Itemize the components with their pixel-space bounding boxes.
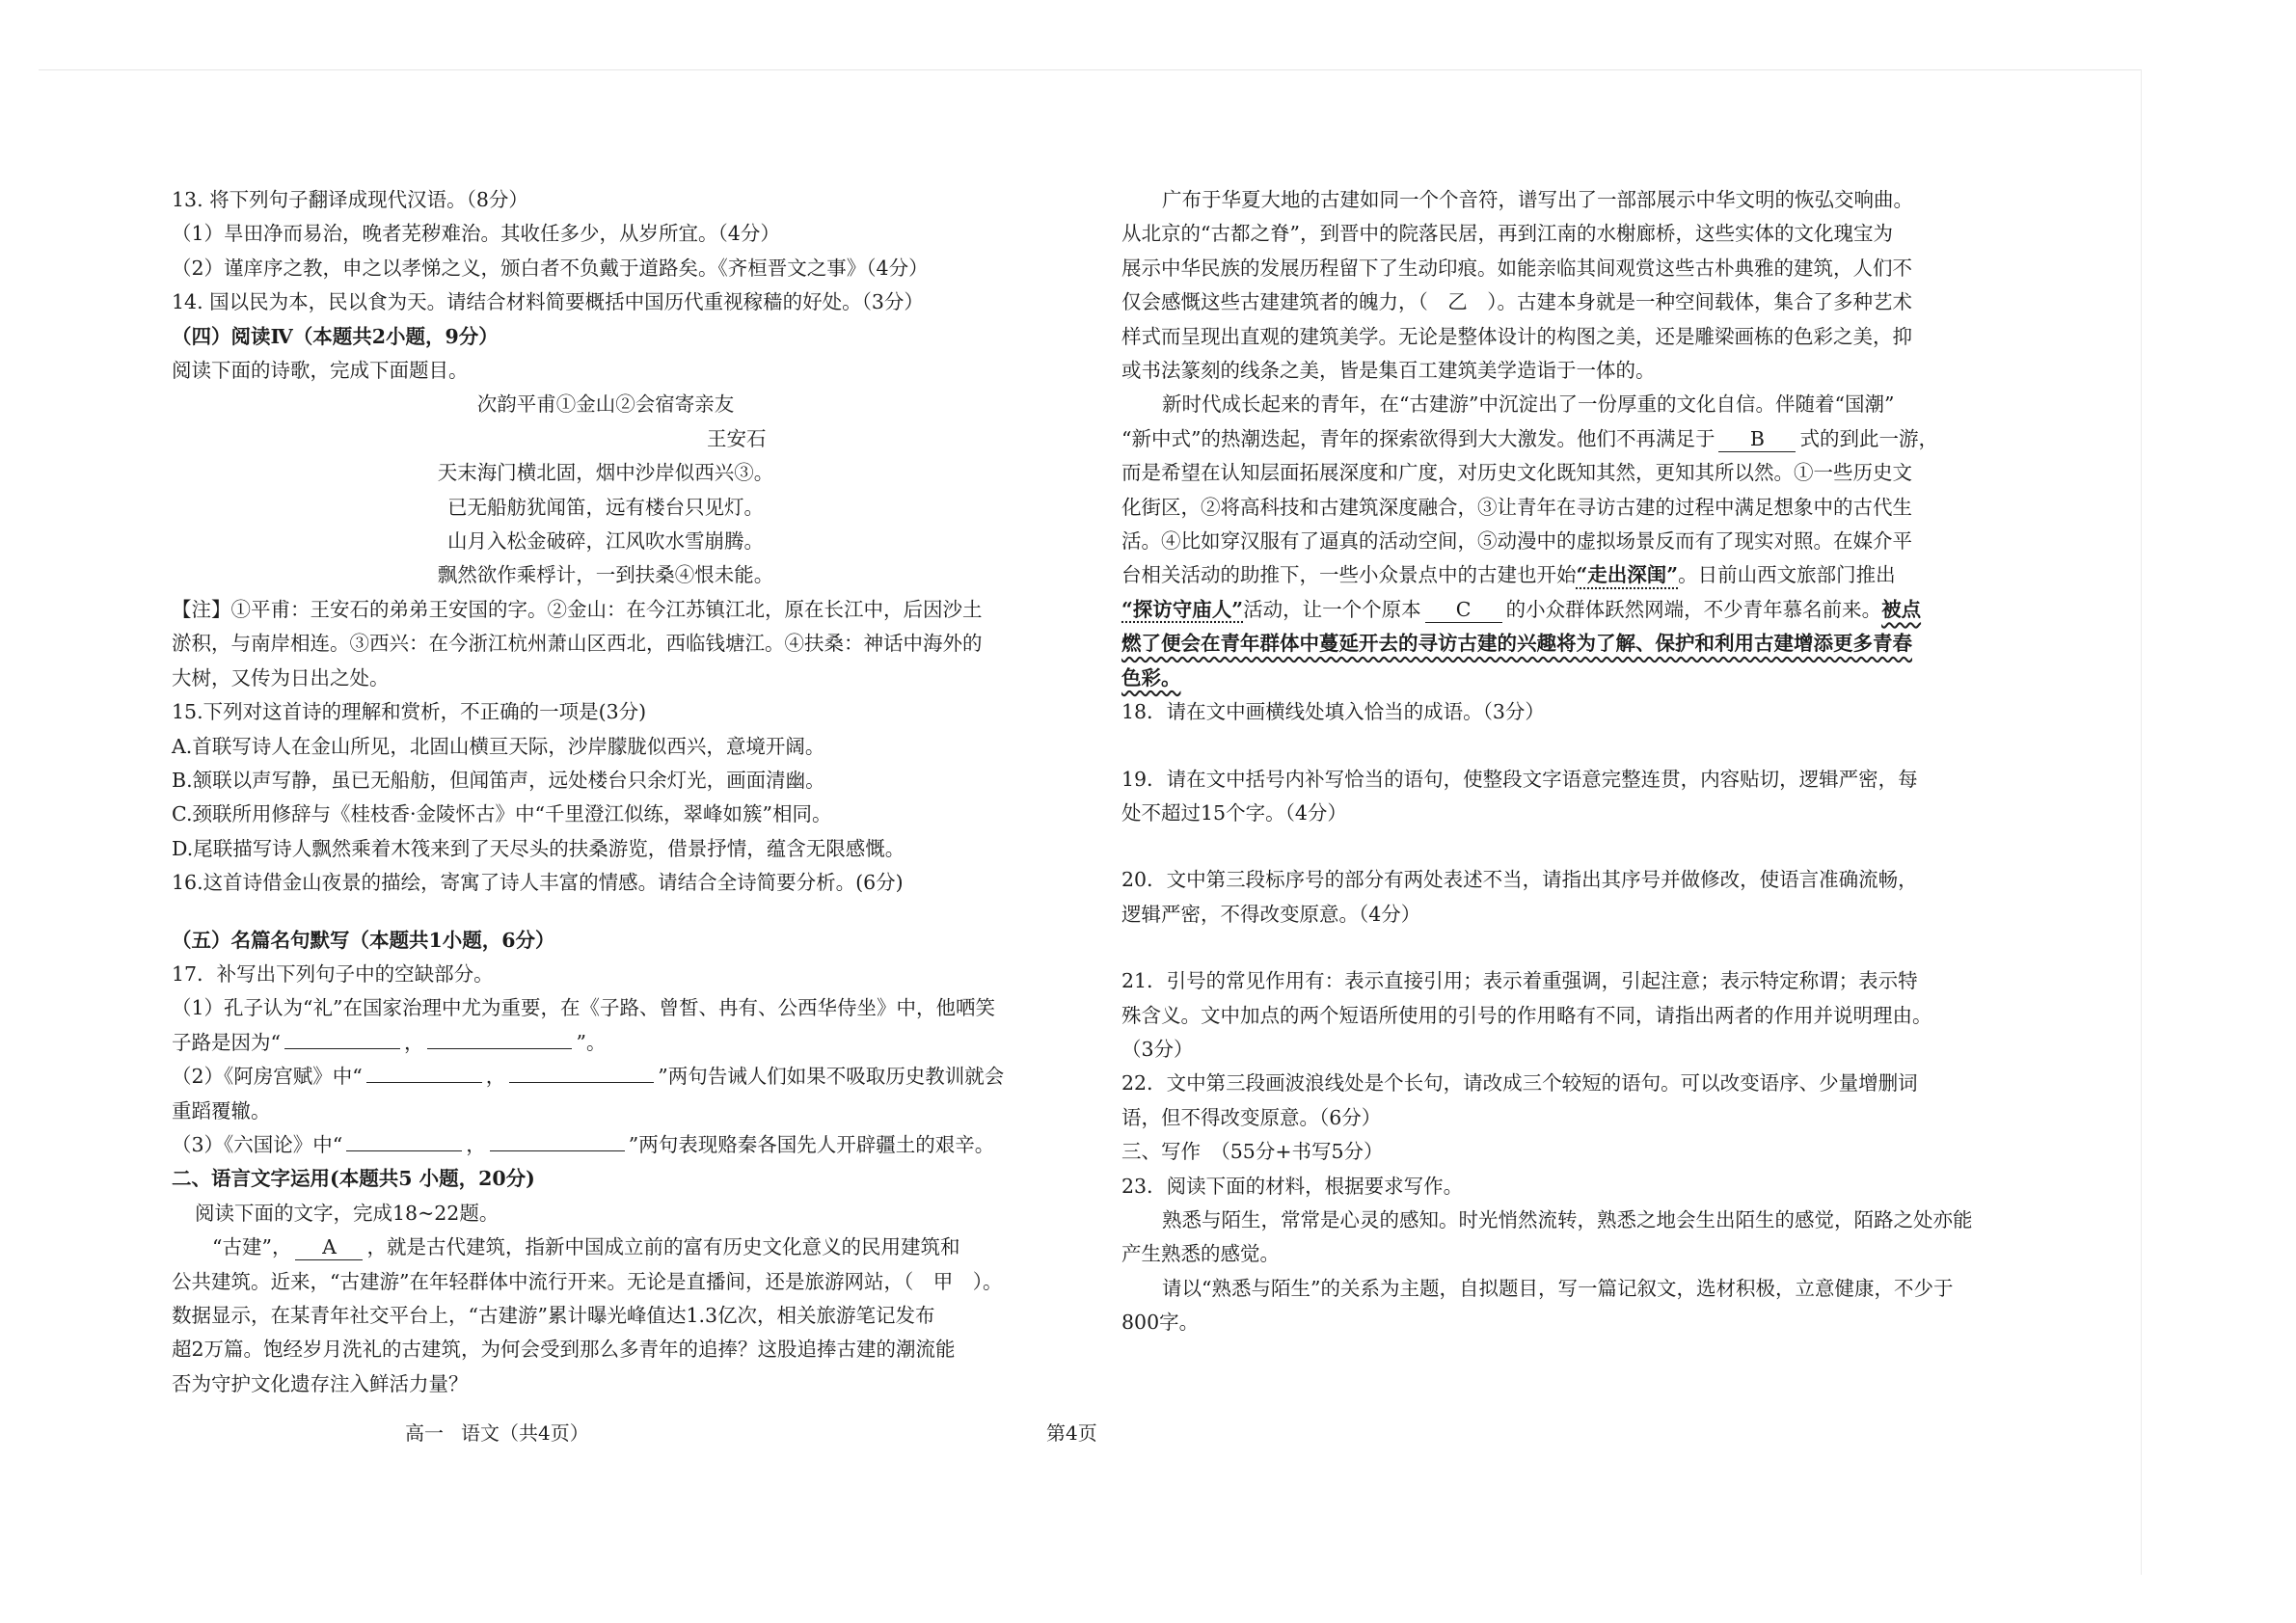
passage-2-line-2: 从北京的“古都之脊”，到晋中的院落民居，再到江南的水榭廊桥，这些实体的文化瑰宝为 bbox=[1121, 222, 1893, 246]
fill-blank[interactable] bbox=[509, 1082, 654, 1083]
option-b: B.颔联以声写静，虽已无船舫，但闻笛声，远处楼台只余灯光，画面清幽。 bbox=[172, 768, 825, 792]
writing-material-line-2: 产生熟悉的感觉。 bbox=[1121, 1242, 1280, 1266]
question-17: 17．补写出下列句子中的空缺部分。 bbox=[172, 961, 494, 986]
poem-note-3: 大树，又传为日出之处。 bbox=[172, 665, 390, 690]
question-13-2: （2）谨庠序之教，申之以孝悌之义，颁白者不负戴于道路矣。《齐桓晋文之事》（4分） bbox=[172, 256, 929, 280]
section-2-title: 二、语言文字运用(本题共5 小题，20分) bbox=[172, 1167, 535, 1191]
footer-grade: 高一 bbox=[405, 1421, 444, 1445]
left-column bbox=[172, 183, 1040, 1401]
passage-2-line-3: 展示中华民族的发展历程留下了生动印痕。如能亲临其间观赏这些古朴典雅的建筑，人们不 bbox=[1121, 256, 1912, 280]
passage-3-line-4: 化街区，②将高科技和古建筑深度融合，③让青年在寻访古建的过程中满足想象中的古代生 bbox=[1121, 495, 1912, 519]
question-14: 14. 国以民为本，民以食为天。请结合材料简要概括中国历代重视稼穑的好处。（3分） bbox=[172, 290, 924, 314]
option-d: D.尾联描写诗人飘然乘着木筏来到了天尽头的扶桑游览，借景抒情，蕴含无限感慨。 bbox=[172, 836, 905, 860]
passage-2-line-5: 样式而呈现出直观的建筑美学。无论是整体设计的构图之美，还是雕梁画栋的色彩之美，抑 bbox=[1121, 324, 1912, 348]
passage-3-line-8 bbox=[1121, 627, 1987, 661]
question-17-1b: 子路是因为“ ， ”。 bbox=[172, 1030, 607, 1054]
question-21-line-3: （3分） bbox=[1121, 1037, 1194, 1061]
fill-blank[interactable] bbox=[490, 1150, 625, 1151]
question-20-line-1: 20．文中第三段标序号的部分有两处表述不当，请指出其序号并做修改，使语言准确流畅， bbox=[1121, 868, 1918, 892]
option-a: A.首联写诗人在金山所见，北固山横亘天际，沙岸朦胧似西兴，意境开阔。 bbox=[172, 734, 825, 758]
passage-1-line-3: 数据显示，在某青年社交平台上，“古建游”累计曝光峰值达1.3亿次，相关旅游笔记发布 bbox=[172, 1304, 935, 1327]
poem-line-3: 山月入松金破碎，江风吹水雪崩腾。 bbox=[447, 529, 764, 554]
question-17-2a: （2）《阿房宫赋》中“ ， ”两句告诫人们如果不吸取历史教训就会 bbox=[172, 1065, 1005, 1089]
question-17-1a: （1）孔子认为“礼”在国家治理中尤为重要，在《子路、曾皙、冉有、公西华侍坐》中，他哂笑 bbox=[172, 996, 996, 1020]
passage-2-line-6: 或书法篆刻的线条之美，皆是集百工建筑美学造诣于一体的。 bbox=[1121, 359, 1656, 383]
blank-b[interactable]: B bbox=[1718, 426, 1796, 452]
question-19-line-1: 19．请在文中括号内补写恰当的语句，使整段文字语意完整连贯，内容贴切，逻辑严密，每 bbox=[1121, 767, 1918, 791]
passage-1-line-1: “古建”， A ，就是古代建筑，指新中国成立前的富有历史文化意义的民用建筑和 bbox=[212, 1235, 960, 1259]
question-17-3: （3）《六国论》中“ ， ”两句表现赂秦各国先人开辟疆土的艰辛。 bbox=[172, 1132, 995, 1156]
footer-subject: 语文（共4页） bbox=[461, 1421, 589, 1445]
passage-1-line-4: 超2万篇。饱经岁月洗礼的古建筑，为何会受到那么多青年的追捧？这股追捧古建的潮流能 bbox=[172, 1338, 956, 1362]
section-4-title: （四）阅读Ⅳ（本题共2小题，9分） bbox=[172, 324, 499, 348]
passage-3-line-9 bbox=[1121, 662, 1987, 695]
writing-material-line-1: 熟悉与陌生，常常是心灵的感知。时光悄然流转，熟悉之地会生出陌生的感觉，陌路之处亦能 bbox=[1162, 1207, 1973, 1231]
question-20-line-2: 逻辑严密，不得改变原意。（4分） bbox=[1121, 902, 1421, 926]
passage-3-line-2: “新中式”的热潮迭起，青年的探索欲得到大大激发。他们不再满足于 B 式的到此一游， bbox=[1121, 426, 1938, 450]
right-column bbox=[1121, 183, 1987, 1340]
writing-requirement-line-2: 800字。 bbox=[1121, 1311, 1200, 1335]
poem-line-4: 飘然欲作乘桴计，一到扶桑④恨未能。 bbox=[437, 563, 774, 587]
option-c: C.颈联所用修辞与《桂枝香·金陵怀古》中“千里澄江似练，翠峰如簇”相同。 bbox=[172, 802, 832, 826]
question-21-line-1: 21．引号的常见作用有：表示直接引用；表示着重强调，引起注意；表示特定称谓；表示特 bbox=[1121, 969, 1918, 993]
passage-3-line-7: “探访守庙人”活动，让一个个原本 C 的小众群体跃然网端，不少青年慕名前来。被点 bbox=[1121, 597, 1922, 621]
fill-blank[interactable] bbox=[366, 1082, 482, 1083]
footer-left bbox=[405, 1418, 607, 1446]
question-13: 13. 将下列句子翻译成现代汉语。（8分） bbox=[172, 188, 528, 211]
poem-author: 王安石 bbox=[707, 426, 767, 450]
blank-a[interactable]: A bbox=[295, 1234, 363, 1260]
question-16: 16.这首诗借金山夜景的描绘，寄寓了诗人丰富的情感。请结合全诗简要分析。(6分) bbox=[172, 871, 904, 895]
question-13-1: （1）旱田净而易治，晚者芜秽难治。其收任多少，从岁所宜。（4分） bbox=[172, 222, 780, 246]
passage-2-line-4: 仅会感慨这些古建建筑者的魄力，（ 乙 ）。古建本身就是一种空间载体，集合了多种艺术 bbox=[1121, 290, 1912, 314]
blank-c[interactable]: C bbox=[1425, 597, 1502, 623]
fill-blank[interactable] bbox=[427, 1048, 572, 1049]
poem-line-2: 已无船舫犹闻笛，远有楼台只见灯。 bbox=[447, 495, 764, 519]
question-22-line-2: 语，但不得改变原意。（6分） bbox=[1121, 1105, 1382, 1129]
poem-title: 次韵平甫①金山②会宿寄亲友 bbox=[476, 392, 735, 417]
question-15: 15.下列对这首诗的理解和赏析，不正确的一项是(3分) bbox=[172, 700, 647, 724]
passage-3-line-3: 而是希望在认知层面拓展深度和广度，对历史文化既知其然，更知其所以然。①一些历史文 bbox=[1121, 461, 1912, 485]
passage-3-line-6: 台相关活动的助推下，一些小众景点中的古建也开始“走出深闺”。日前山西文旅部门推出 bbox=[1121, 563, 1896, 587]
passage-1-line-2: 公共建筑。近来，“古建游”在年轻群体中流行开来。无论是直播间，还是旅游网站，（ 甲 ）。 bbox=[172, 1269, 1003, 1293]
question-17-2b: 重蹈覆辙。 bbox=[172, 1098, 271, 1123]
writing-requirement-line-1: 请以“熟悉与陌生”的关系为主题，自拟题目，写一篇记叙文，选材积极，立意健康，不少于 bbox=[1162, 1276, 1954, 1300]
passage-1-line-5: 否为守护文化遗存注入鲜活力量？ bbox=[172, 1371, 469, 1395]
poem-note-2: 淤积，与南岸相连。③西兴：在今浙江杭州萧山区西北，西临钱塘江。④扶桑：神话中海外的 bbox=[172, 632, 983, 656]
poem-line-1: 天末海门横北固，烟中沙岸似西兴③。 bbox=[437, 461, 774, 485]
question-23: 23．阅读下面的材料，根据要求写作。 bbox=[1121, 1174, 1464, 1198]
wavy-underline-text: 燃了便会在青年群体中蔓延开去的寻访古建的兴趣将为了解、保护和利用古建增添更多青春 bbox=[1121, 632, 1912, 656]
dotted-phrase-1: “走出深闺” bbox=[1576, 563, 1679, 587]
fill-blank[interactable] bbox=[284, 1048, 400, 1049]
wavy-underline-text: 被点 bbox=[1881, 597, 1922, 621]
footer-page-number: 第4页 bbox=[1046, 1421, 1097, 1445]
question-18: 18．请在文中画横线处填入恰当的成语。（3分） bbox=[1121, 700, 1545, 724]
question-19-line-2: 处不超过15个字。（4分） bbox=[1121, 800, 1347, 825]
section-5-title: （五）名篇名句默写（本题共1小题，6分） bbox=[172, 928, 555, 952]
passage-3-line-1: 新时代成长起来的青年，在“古建游”中沉淀出了一份厚重的文化自信。伴随着“国潮” bbox=[1162, 392, 1895, 417]
poem-note-1: 【注】①平甫：王安石的弟弟王安国的字。②金山：在今江苏镇江北，原在长江中，后因沙土 bbox=[172, 597, 983, 621]
wavy-underline-text: 色彩。 bbox=[1121, 665, 1181, 690]
fill-blank[interactable] bbox=[346, 1150, 462, 1151]
passage-3-line-5: 活。④比如穿汉服有了逼真的活动空间，⑤动漫中的虚拟场景反而有了现实对照。在媒介平 bbox=[1121, 529, 1912, 554]
question-21-line-2: 殊含义。文中加点的两个短语所使用的引号的作用略有不同，请指出两者的作用并说明理由。 bbox=[1121, 1003, 1932, 1027]
question-22-line-1: 22．文中第三段画波浪线处是个长句，请改成三个较短的语句。可以改变语序、少量增删词 bbox=[1121, 1071, 1918, 1096]
passage-2-line-1: 广布于华夏大地的古建如同一个个音符，谱写出了一部部展示中华文明的恢弘交响曲。 bbox=[1162, 188, 1913, 211]
section-4-intro: 阅读下面的诗歌，完成下面题目。 bbox=[172, 359, 469, 383]
section-2-intro: 阅读下面的文字，完成18~22题。 bbox=[195, 1201, 500, 1225]
section-3-title: 三、写作 （55分+书写5分） bbox=[1121, 1140, 1384, 1164]
dotted-phrase-2: “探访守庙人” bbox=[1121, 597, 1244, 621]
